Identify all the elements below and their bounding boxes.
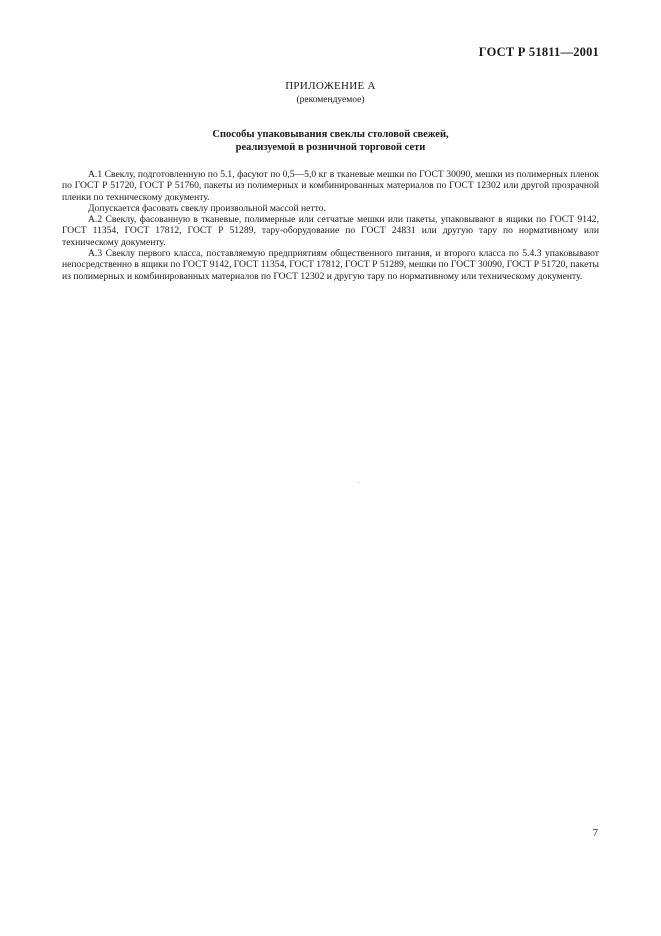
section-heading-line-2: реализуемой в розничной торговой сети [235, 141, 426, 153]
body-text [62, 169, 599, 282]
section-heading-line-1: Способы упаковывания свеклы столовой свежей, [212, 129, 449, 140]
paragraph-a3: А.3 Свеклу первого класса, поставляемую предприятиям общественного питания, и второго класса по 5.4.3 упаковывают непосредственно в ящики по ГОСТ 9142, ГОСТ 11354, ГОСТ 17812, ГОСТ Р 51289, мешки по ГОСТ 30090, ГОСТ Р 51720, пакеты из полимерных и комбинированных материалов по ГОСТ 12302 и другую тару по нормативному или техническому документу. [62, 248, 599, 282]
paragraph-a1-note: Допускается фасовать свеклу произвольной массой нетто. [88, 202, 326, 214]
paragraph-a2: А.2 Свеклу, фасованную в тканевые, полимерные или сетчатые мешки или пакеты, упаковывают в ящики по ГОСТ 9142, ГОСТ 11354, ГОСТ 17812, ГОСТ Р 51289, тару-оборудование по ГОСТ 24831 или другую тару по нормативному или техническому документу. [62, 214, 599, 248]
paragraph-a1: А.1 Свеклу, подготовленную по 5.1, фасуют по 0,5—5,0 кг в тканевые мешки по ГОСТ 30090, мешки из полимерных пленок по ГОСТ Р 51720, ГОСТ Р 51760, пакеты из полимерных и комбинированных материалов по ГОСТ 12302 или другой прозрачной пленки по техническому документу. [62, 169, 599, 203]
page-number: 7 [592, 828, 598, 839]
annex-status: (рекомендуемое) [296, 95, 365, 105]
document-code: ГОСТ Р 51811—2001 [478, 45, 599, 59]
scan-speck [358, 482, 359, 483]
section-heading [0, 129, 661, 154]
annex-title: ПРИЛОЖЕНИЕ А [285, 80, 376, 92]
